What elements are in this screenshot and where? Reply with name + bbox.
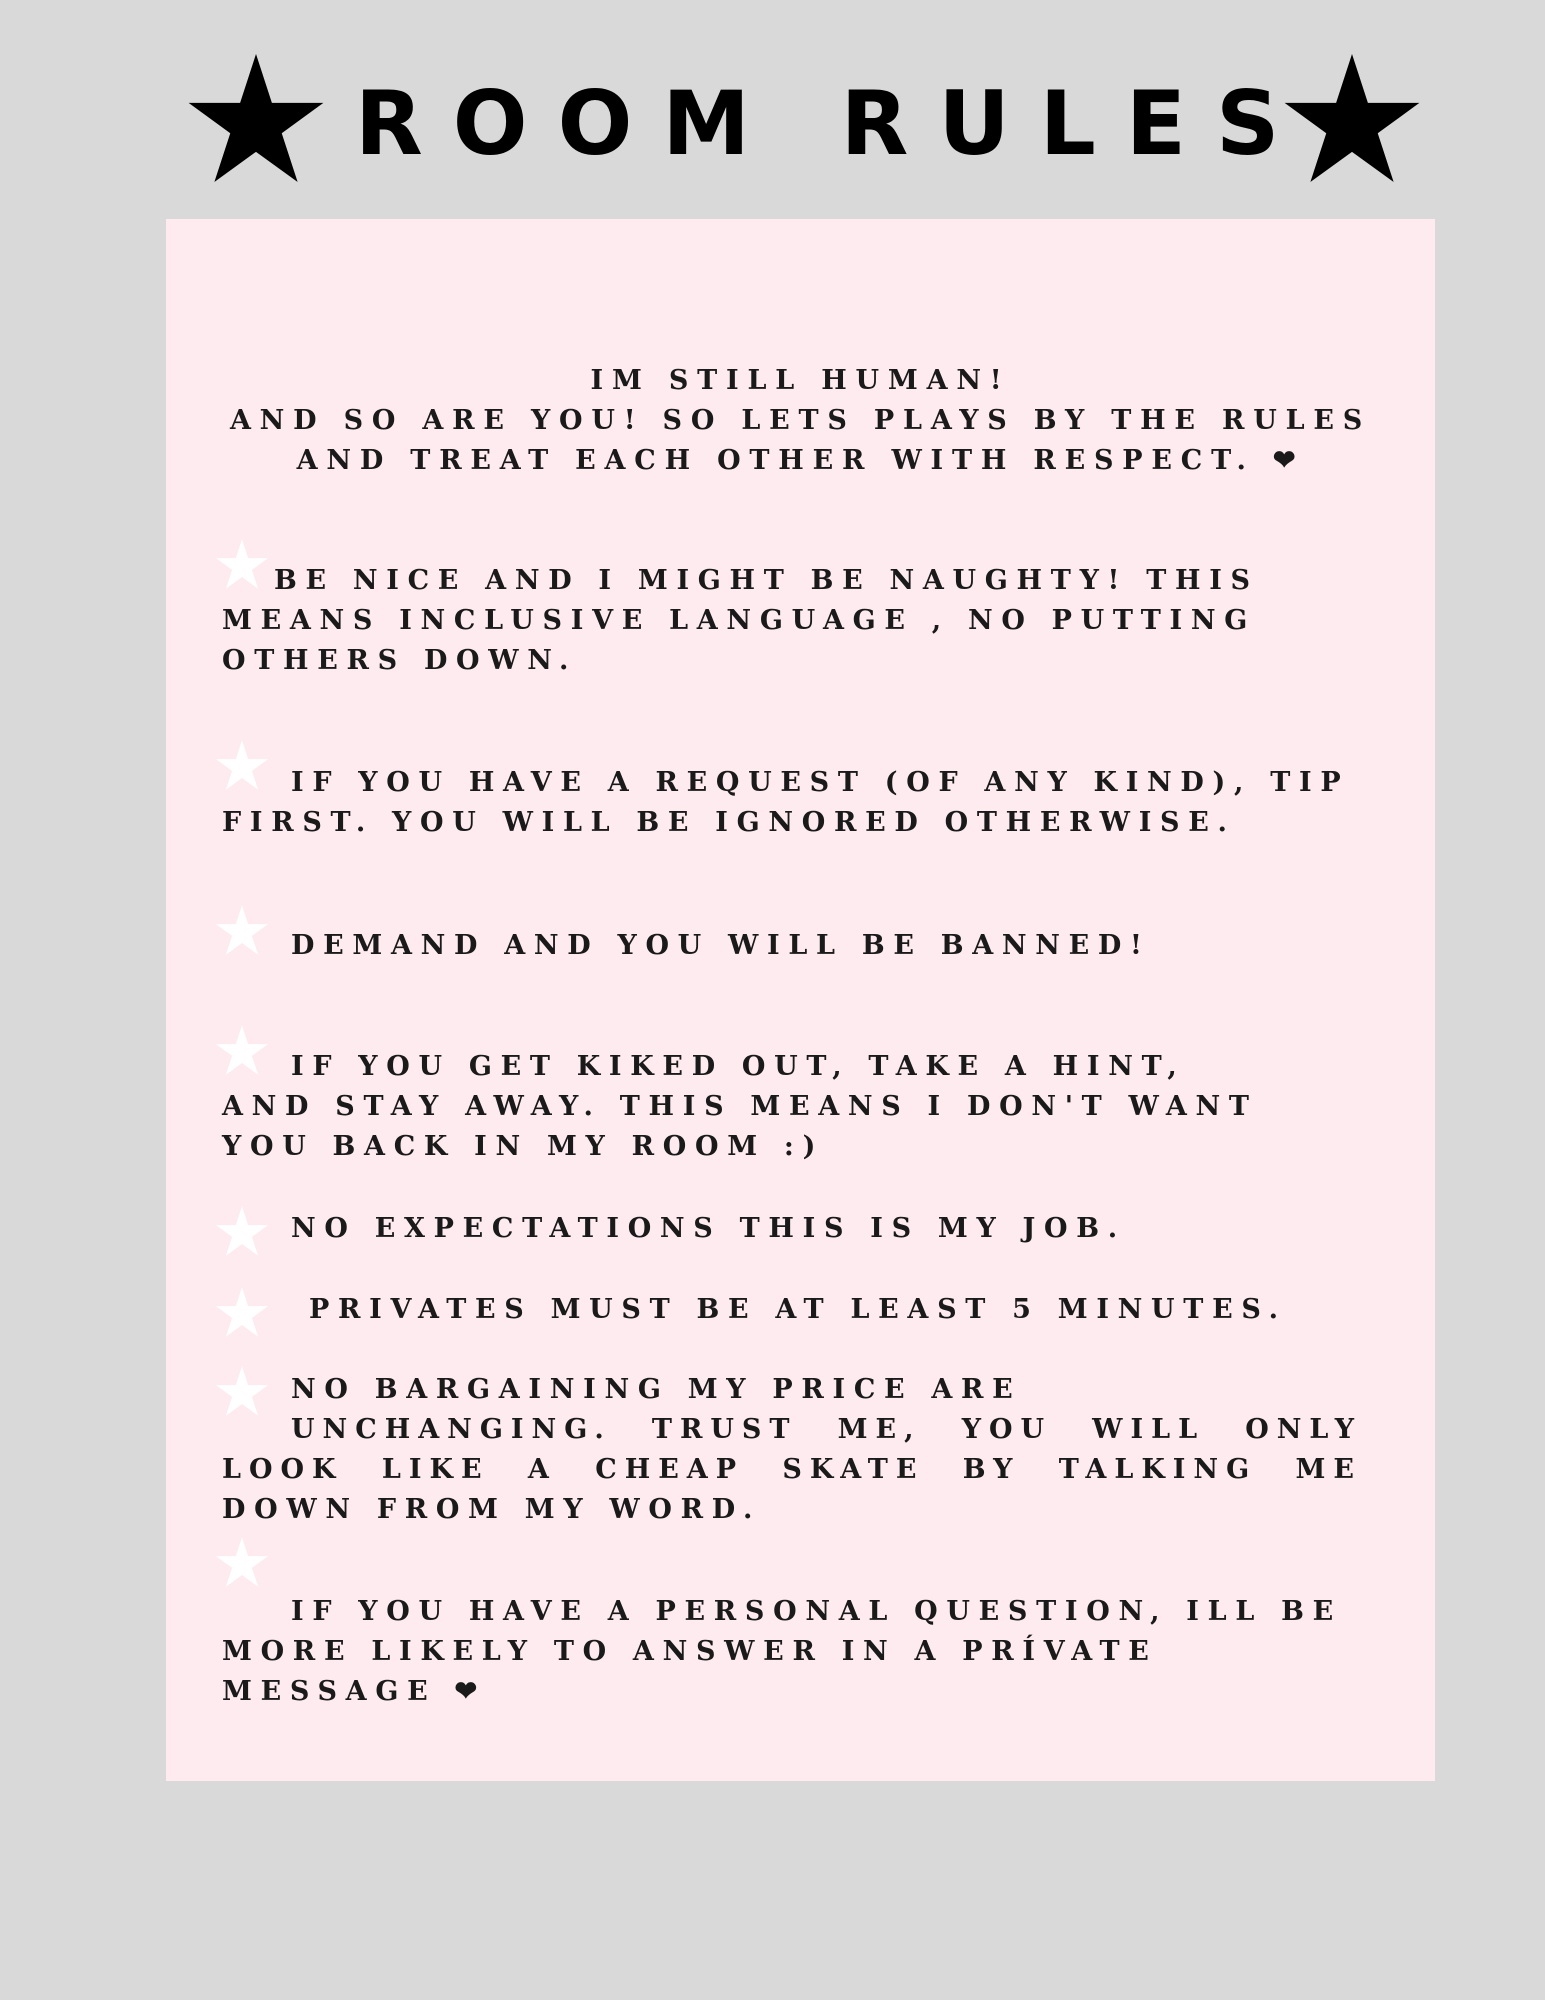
intro-line: IM STILL HUMAN! xyxy=(590,365,1011,396)
rule-line: IF YOU HAVE A REQUEST (OF ANY KIND), TIP xyxy=(291,767,1350,798)
title-banner xyxy=(0,48,1545,198)
rule-line: MEANS INCLUSIVE LANGUAGE , NO PUTTING xyxy=(222,605,1257,636)
word: ME, xyxy=(837,1414,922,1445)
rule-line: MESSAGE ❤ xyxy=(222,1676,486,1707)
intro-line: AND SO ARE YOU! SO LETS PLAYS BY THE RULES xyxy=(229,405,1372,436)
rule-line: BE NICE AND I MIGHT BE NAUGHTY! THIS xyxy=(274,565,1259,596)
rule-item xyxy=(222,1592,1362,1712)
rules-card xyxy=(166,219,1435,1781)
word: A xyxy=(527,1454,557,1485)
rule-line: YOU BACK IN MY ROOM :) xyxy=(222,1131,825,1162)
rule-line: NO BARGAINING MY PRICE ARE xyxy=(291,1374,1022,1405)
word: BY xyxy=(962,1454,1021,1485)
page-title: ROOM RULES xyxy=(355,72,1310,175)
rule-line: DOWN FROM MY WORD. xyxy=(222,1494,762,1525)
word: ONLY xyxy=(1245,1414,1362,1445)
word: YOU xyxy=(961,1414,1053,1445)
rule-line: NO EXPECTATIONS THIS IS MY JOB. xyxy=(291,1213,1126,1244)
rule-item xyxy=(222,926,1362,966)
word: LOOK xyxy=(222,1454,344,1485)
rule-line: IF YOU GET KIKED OUT, TAKE A HINT, xyxy=(291,1051,1186,1082)
rule-line: DEMAND AND YOU WILL BE BANNED! xyxy=(291,930,1151,961)
rule-line: IF YOU HAVE A PERSONAL QUESTION, ILL BE xyxy=(291,1596,1342,1627)
rule-line: PRIVATES MUST BE AT LEAST 5 MINUTES. xyxy=(309,1294,1287,1325)
rule-line: AND STAY AWAY. THIS MEANS I DON'T WANT xyxy=(222,1091,1258,1122)
rule-item xyxy=(222,1209,1362,1249)
star-icon xyxy=(188,54,324,182)
intro-line: AND TREAT EACH OTHER WITH RESPECT. ❤ xyxy=(296,445,1305,476)
rule-item xyxy=(222,1290,1362,1330)
rule-item xyxy=(222,1047,1362,1167)
rule-item xyxy=(222,763,1362,843)
word: ME xyxy=(1295,1454,1362,1485)
word: TALKING xyxy=(1058,1454,1258,1485)
intro-text xyxy=(166,361,1435,481)
rule-item xyxy=(222,1370,1362,1530)
word: TRUST xyxy=(651,1414,798,1445)
rule-line xyxy=(222,1410,1362,1450)
rule-line: MORE LIKELY TO ANSWER IN A PRÍVATE xyxy=(222,1636,1158,1667)
rule-line: OTHERS DOWN. xyxy=(222,645,578,676)
rule-line xyxy=(222,1450,1362,1490)
star-icon xyxy=(1284,54,1420,182)
rule-line: FIRST. YOU WILL BE IGNORED OTHERWISE. xyxy=(222,807,1236,838)
star-icon xyxy=(216,1537,268,1587)
word: UNCHANGING. xyxy=(291,1414,612,1445)
word: SKATE xyxy=(782,1454,925,1485)
word: WILL xyxy=(1092,1414,1206,1445)
word: LIKE xyxy=(381,1454,490,1485)
word: CHEAP xyxy=(595,1454,745,1485)
rule-item xyxy=(222,561,1362,681)
